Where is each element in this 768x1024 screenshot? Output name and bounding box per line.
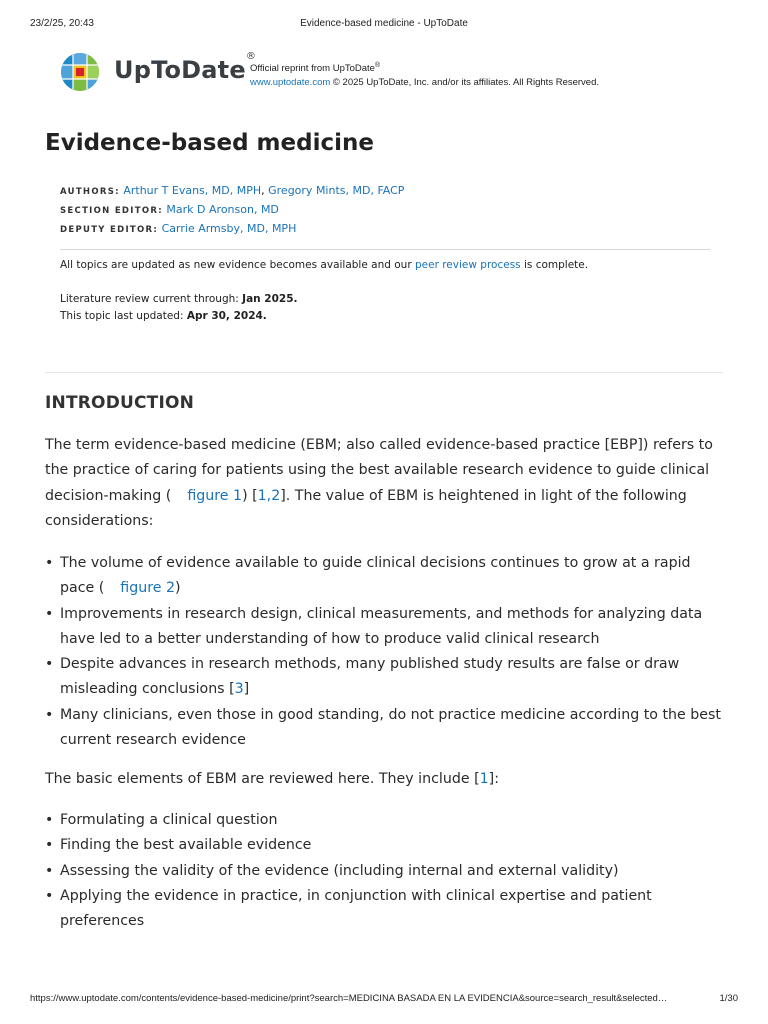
intro-text-part3: ]. The value of EBM is heightened in light of the following considerations: <box>45 487 687 529</box>
basic-text: The basic elements of EBM are reviewed here. They include [ <box>45 771 480 787</box>
last-updated-line <box>60 308 298 325</box>
reprint-line <box>250 59 599 76</box>
print-url: https://www.uptodate.com/contents/evidence-based-medicine/print?search=MEDICINA BASADA EN LA EVIDENCIA&source=search_result&selected… <box>30 993 668 1004</box>
article-title: Evidence-based medicine <box>45 130 374 156</box>
lit-review-date: Jan 2025. <box>242 293 298 305</box>
basic-elements-list <box>45 808 725 934</box>
bullet-1-text: The volume of evidence available to guide clinical decisions continues to grow at a rapid pace ( <box>60 555 691 597</box>
meta-divider <box>60 249 710 250</box>
authors-row <box>60 182 404 201</box>
lit-review-line <box>60 291 298 308</box>
reference-3-link[interactable]: 3 <box>234 681 244 698</box>
copyright-text: © 2025 UpToDate, Inc. and/or its affiliates. All Rights Reserved. <box>332 77 600 89</box>
site-link[interactable]: www.uptodate.com <box>250 77 331 89</box>
list-item: • Finding the best available evidence <box>45 833 725 858</box>
introduction-paragraph <box>45 433 725 534</box>
bullet-3-text: Despite advances in research methods, many published study results are false or draw misleading conclusions [ <box>60 656 680 698</box>
figure-2-link[interactable]: figure 2 <box>120 580 176 597</box>
deputy-editor-row <box>60 220 404 239</box>
author-link-evans[interactable]: Arthur T Evans, MD, MPH <box>123 184 262 197</box>
section-editor-row <box>60 201 404 220</box>
section-editor-label: SECTION EDITOR: <box>60 206 163 216</box>
list-item: • Applying the evidence in practice, in conjunction with clinical expertise and patient preferences <box>45 884 725 935</box>
brand-name: UpToDate <box>114 56 246 84</box>
basic-elements-paragraph <box>45 767 725 792</box>
authors-label: AUTHORS: <box>60 187 120 197</box>
deputy-editor-link[interactable]: Carrie Armsby, MD, MPH <box>161 222 297 235</box>
section-editor-link[interactable]: Mark D Aronson, MD <box>166 203 279 216</box>
print-page-number: 1/30 <box>719 993 738 1004</box>
intro-text-part1: The term evidence-based medicine (EBM; also called evidence-based practice [EBP]) refers to the practice of caring for patients using the best available research evidence to guide clinical decision-making ( <box>45 437 713 504</box>
deputy-editor-label: DEPUTY EDITOR: <box>60 225 159 235</box>
copyright-line <box>250 76 599 90</box>
author-separator: , <box>261 184 269 197</box>
review-dates <box>60 291 298 325</box>
bullet-3-end: ] <box>243 681 250 698</box>
print-header <box>0 18 768 32</box>
update-suffix: is complete. <box>520 259 589 271</box>
basic-end: ]: <box>488 771 499 787</box>
lit-review-label: Literature review current through: <box>60 293 243 305</box>
print-date: 23/2/25, 20:43 <box>30 18 94 29</box>
peer-review-link[interactable]: peer review process <box>414 259 521 271</box>
section-divider <box>45 372 723 373</box>
update-note <box>60 259 588 271</box>
article-meta <box>60 182 404 239</box>
uptodate-logo-icon <box>60 52 100 92</box>
brand-registered-mark: ® <box>245 51 257 62</box>
figure-1-link[interactable]: figure 1 <box>187 487 243 504</box>
reprint-notice <box>250 59 599 90</box>
reference-1-link[interactable]: 1 <box>479 771 489 787</box>
author-link-mints[interactable]: Gregory Mints, MD, FACP <box>268 184 405 197</box>
brand-wordmark <box>114 51 257 84</box>
list-item: • Improvements in research design, clinical measurements, and methods for analyzing data have led to a better understanding of how to produce valid clinical research <box>45 602 725 653</box>
bullet-1-end: ) <box>175 580 181 597</box>
reprint-text: Official reprint from UpToDate <box>250 63 375 75</box>
list-item <box>45 551 725 602</box>
reprint-registered-mark: ® <box>374 62 381 69</box>
update-prefix: All topics are updated as new evidence becomes available and our <box>60 259 415 271</box>
list-item <box>45 652 725 703</box>
reference-1-2-link[interactable]: 1,2 <box>257 487 281 504</box>
introduction-heading: INTRODUCTION <box>45 393 195 413</box>
last-updated-label: This topic last updated: <box>60 310 187 322</box>
intro-text-part2: ) [ <box>242 487 258 504</box>
print-page-title: Evidence-based medicine - UpToDate <box>300 18 468 29</box>
list-item: • Formulating a clinical question <box>45 808 725 833</box>
considerations-list <box>45 551 725 753</box>
last-updated-date: Apr 30, 2024. <box>186 310 267 322</box>
list-item: • Assessing the validity of the evidence (including internal and external validity) <box>45 859 725 884</box>
list-item: • Many clinicians, even those in good standing, do not practice medicine according to the best current research evidence <box>45 703 725 754</box>
